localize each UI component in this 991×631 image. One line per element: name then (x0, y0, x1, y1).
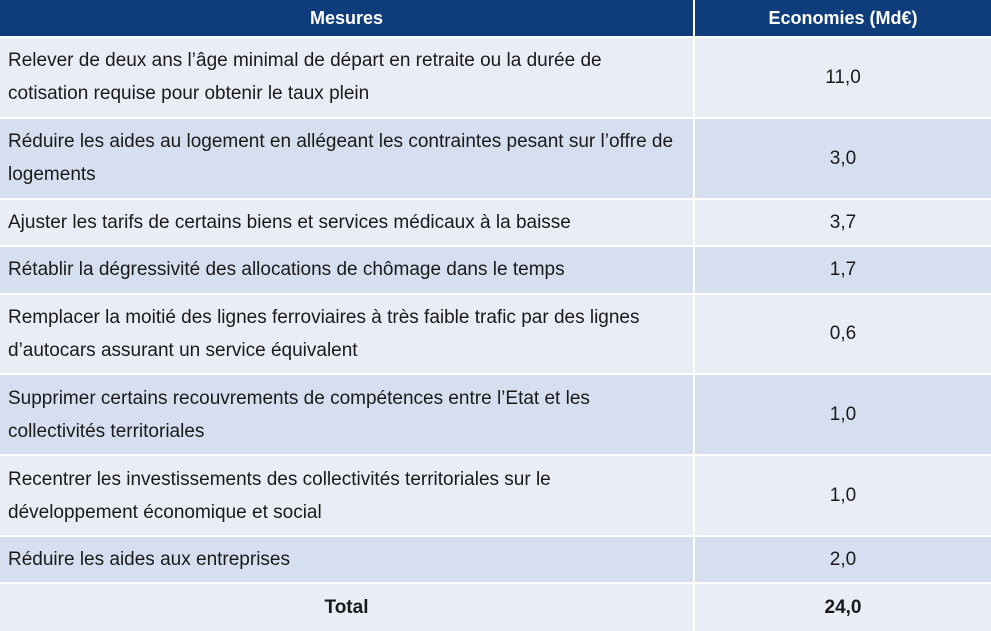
measure-cell: Recentrer les investissements des collectivités territoriales sur le développement économique et social (0, 456, 695, 537)
savings-cell: 3,0 (695, 119, 991, 200)
table-row (0, 295, 991, 376)
table-row (0, 247, 991, 294)
savings-cell: 1,0 (695, 456, 991, 537)
header-measures: Mesures (0, 0, 695, 38)
table-row (0, 119, 991, 200)
savings-cell: 1,7 (695, 247, 991, 294)
header-savings: Economies (Md€) (695, 0, 991, 38)
measure-cell: Relever de deux ans l’âge minimal de départ en retraite ou la durée de cotisation requise pour obtenir le taux plein (0, 38, 695, 119)
table-row (0, 375, 991, 456)
measure-cell: Réduire les aides aux entreprises (0, 537, 695, 584)
measure-cell: Ajuster les tarifs de certains biens et services médicaux à la baisse (0, 200, 695, 247)
table-row (0, 200, 991, 247)
table-row (0, 456, 991, 537)
savings-cell: 11,0 (695, 38, 991, 119)
header-row (0, 0, 991, 38)
savings-cell: 3,7 (695, 200, 991, 247)
total-value: 24,0 (695, 584, 991, 631)
measure-cell: Remplacer la moitié des lignes ferroviaires à très faible trafic par des lignes d’autocars assurant un service équivalent (0, 295, 695, 376)
measure-cell: Rétablir la dégressivité des allocations de chômage dans le temps (0, 247, 695, 294)
table-row (0, 537, 991, 584)
total-label: Total (0, 584, 695, 631)
total-row (0, 584, 991, 631)
measure-cell: Réduire les aides au logement en allégeant les contraintes pesant sur l’offre de logements (0, 119, 695, 200)
savings-cell: 2,0 (695, 537, 991, 584)
savings-cell: 0,6 (695, 295, 991, 376)
savings-cell: 1,0 (695, 375, 991, 456)
measure-cell: Supprimer certains recouvrements de compétences entre l’Etat et les collectivités territoriales (0, 375, 695, 456)
table-row (0, 38, 991, 119)
